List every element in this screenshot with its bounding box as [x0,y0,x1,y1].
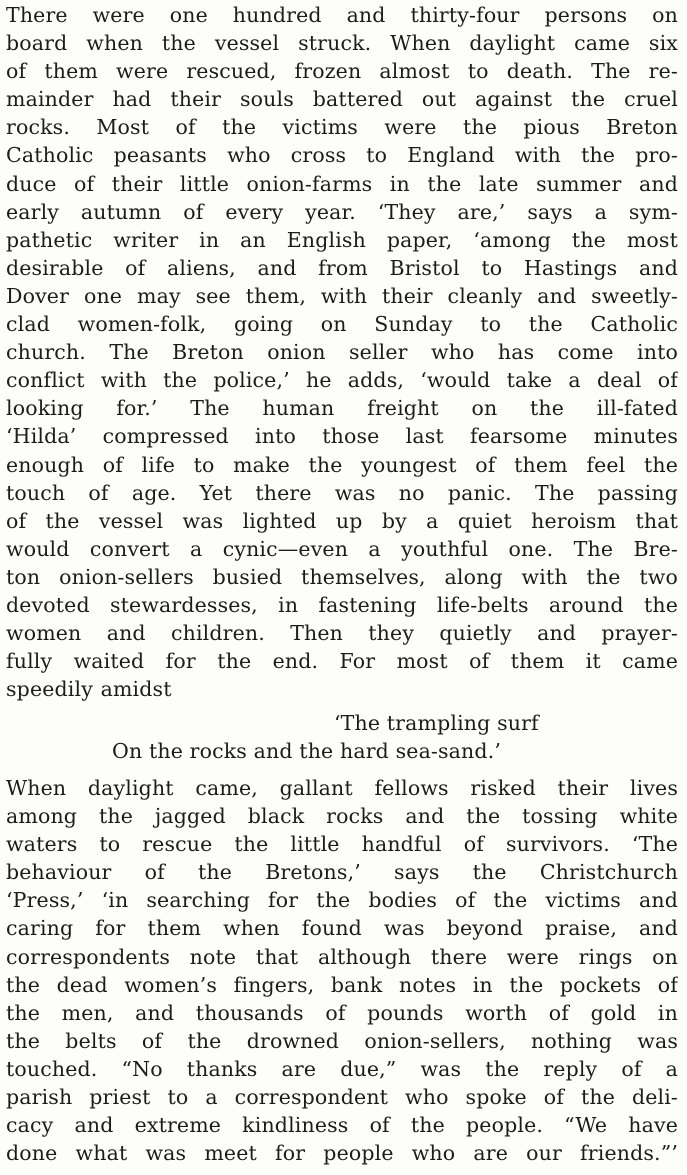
text-line: behaviour of the Bretons,’ says the Christchurch [6,860,678,885]
text-line: There were one hundred and thirty-four persons on [6,3,678,27]
text-line: Dover one may see them, with their cleanly and sweetly- [6,283,678,308]
text-line: Catholic peasants who cross to England with the pro- [6,143,678,168]
text-line: fully waited for the end. For most of them it came [6,649,678,674]
text-line: women and children. Then they quietly and prayer- [6,621,678,646]
text-line: mainder had their souls battered out against the cruel [6,87,678,112]
text-line: conflict with the police,’ he adds, ‘would take a deal of [6,368,678,393]
text-line: early autumn of every year. ‘They are,’ says a sym- [6,199,678,224]
text-line: ton onion-sellers busied themselves, along with the two [6,564,678,589]
text-line: looking for.’ The human freight on the ill-fated [6,396,678,421]
text-line: the belts of the drowned onion-sellers, nothing was [6,1028,678,1053]
paragraph-2 [6,774,678,1167]
text-line: ‘Hilda’ compressed into those last fearsome minutes [6,424,678,449]
text-line: touched. “No thanks are due,” was the reply of a [6,1056,678,1081]
text-line: done what was meet for people who are our friends.”’ [6,1141,678,1166]
text-line: waters to rescue the little handful of survivors. ‘The [6,832,678,857]
text-line: rocks. Most of the victims were the pious Breton [6,115,678,140]
text-line: duce of their little onion-farms in the late summer and [6,171,678,196]
text-line: of the vessel was lighted up by a quiet heroism that [6,508,678,533]
text-line: devoted stewardesses, in fastening life-belts around the [6,592,678,617]
text-line: When daylight came, gallant fellows risked their lives [6,776,678,800]
text-line: caring for them when found was beyond praise, and [6,916,678,941]
text-line: the men, and thousands of pounds worth of gold in [6,1000,678,1025]
text-line: parish priest to a correspondent who spoke of the deli- [6,1085,678,1110]
text-line: clad women-folk, going on Sunday to the Catholic [6,312,678,337]
text-line: would convert a cynic—even a youthful one. The Bre- [6,536,678,561]
text-line: among the jagged black rocks and the tossing white [6,804,678,829]
text-line: touch of age. Yet there was no panic. The passing [6,480,678,505]
text-line: ‘Press,’ ‘in searching for the bodies of the victims and [6,888,678,913]
text-line: desirable of aliens, and from Bristol to Hastings and [6,255,678,280]
paragraph-1 [6,1,678,703]
verse-line: On the rocks and the hard sea-sand.’ [112,739,502,764]
text-line: correspondents note that although there were rings on [6,944,678,969]
text-line: the dead women’s fingers, bank notes in the pockets of [6,972,678,997]
text-line: pathetic writer in an English paper, ‘among the most [6,227,678,252]
text-line: enough of life to make the youngest of them feel the [6,452,678,477]
text-line: cacy and extreme kindliness of the people. “We have [6,1113,678,1138]
verse-quote [0,709,687,765]
text-line: of them were rescued, frozen almost to death. The re- [6,59,678,84]
text-line: speedily amidst [6,677,172,702]
verse-line: ‘The trampling surf [334,711,539,735]
text-line: board when the vessel struck. When daylight came six [6,31,678,56]
text-line: church. The Breton onion seller who has come into [6,340,678,365]
